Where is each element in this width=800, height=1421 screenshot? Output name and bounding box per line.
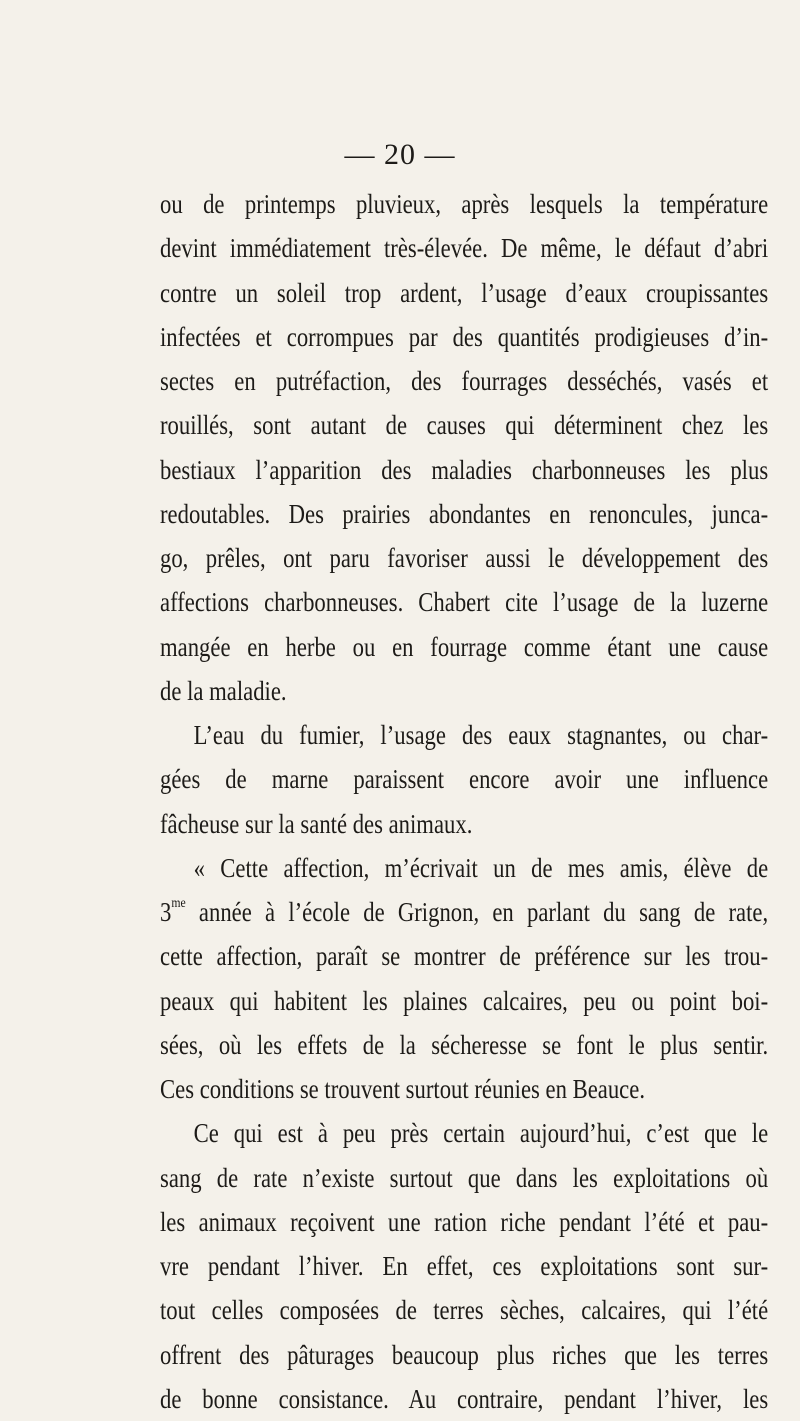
body-text — [160, 182, 768, 1421]
text-line: ou de printemps pluvieux, après lesquels la température — [160, 189, 769, 219]
text-line-paragraph-end: Ces conditions se trouvent surtout réunies en Beauce. — [160, 1074, 645, 1104]
text-line: contre un soleil trop ardent, l’usage d’eaux croupissantes — [160, 277, 769, 308]
text-line: redoutables. Des prairies abondantes en renoncules, junca- — [160, 498, 769, 529]
text-line-paragraph-end: de la maladie. — [160, 675, 287, 706]
text-line: cette affection, paraît se montrer de préférence sur les trou- — [160, 941, 769, 972]
text-line: rouillés, sont autant de causes qui déterminent chez les — [160, 410, 769, 441]
ordinal-suffix: me — [171, 896, 186, 911]
text-line-quote-start: « Cette affection, m’écrivait un de mes amis, élève de — [193, 852, 769, 883]
text-line-paragraph-start: L’eau du fumier, l’usage des eaux stagnantes, ou char- — [193, 720, 769, 750]
text-line: infectées et corrompues par des quantités prodigieuses d’in- — [160, 321, 769, 352]
text-line-ordinal — [160, 890, 768, 934]
text-line: tout celles composées de terres sèches, calcaires, qui l’été — [160, 1295, 769, 1326]
ordinal-number: 3 — [160, 897, 172, 927]
text-line: de bonne consistance. Au contraire, pendant l’hiver, les — [160, 1383, 769, 1414]
text-line: vre pendant l’hiver. En effet, ces exploitations sont sur- — [160, 1251, 769, 1281]
text-line: sées, où les effets de la sécheresse se font le plus sentir. — [160, 1029, 769, 1060]
text-line-paragraph-end: fâcheuse sur la santé des animaux. — [160, 808, 473, 839]
text-line: offrent des pâturages beaucoup plus riches que les terres — [160, 1339, 769, 1370]
text-line: les animaux reçoivent une ration riche pendant l’été et pau- — [160, 1206, 769, 1237]
text-line: go, prêles, ont paru favoriser aussi le développement des — [160, 543, 769, 573]
text-line: devint immédiatement très-élevée. De même, le défaut d’abri — [160, 233, 769, 264]
ordinal-line-rest: année à l’école de Grignon, en parlant du sang de rate, — [185, 897, 769, 927]
text-line: peaux qui habitent les plaines calcaires, peu ou point boi- — [160, 985, 769, 1016]
text-line: sang de rate n’existe surtout que dans les exploitations où — [160, 1162, 769, 1193]
text-line: sectes en putréfaction, des fourrages desséchés, vasés et — [160, 366, 769, 396]
text-line: mangée en herbe ou en fourrage comme étant une cause — [160, 631, 769, 662]
text-line: gées de marne paraissent encore avoir une influence — [160, 764, 769, 795]
page-number: — 20 — — [344, 138, 456, 171]
text-line: affections charbonneuses. Chabert cite l’usage de la luzerne — [160, 587, 769, 618]
text-line-paragraph-start: Ce qui est à peu près certain aujourd’hui, c’est que le — [193, 1118, 769, 1149]
text-line: bestiaux l’apparition des maladies charbonneuses les plus — [160, 454, 769, 485]
